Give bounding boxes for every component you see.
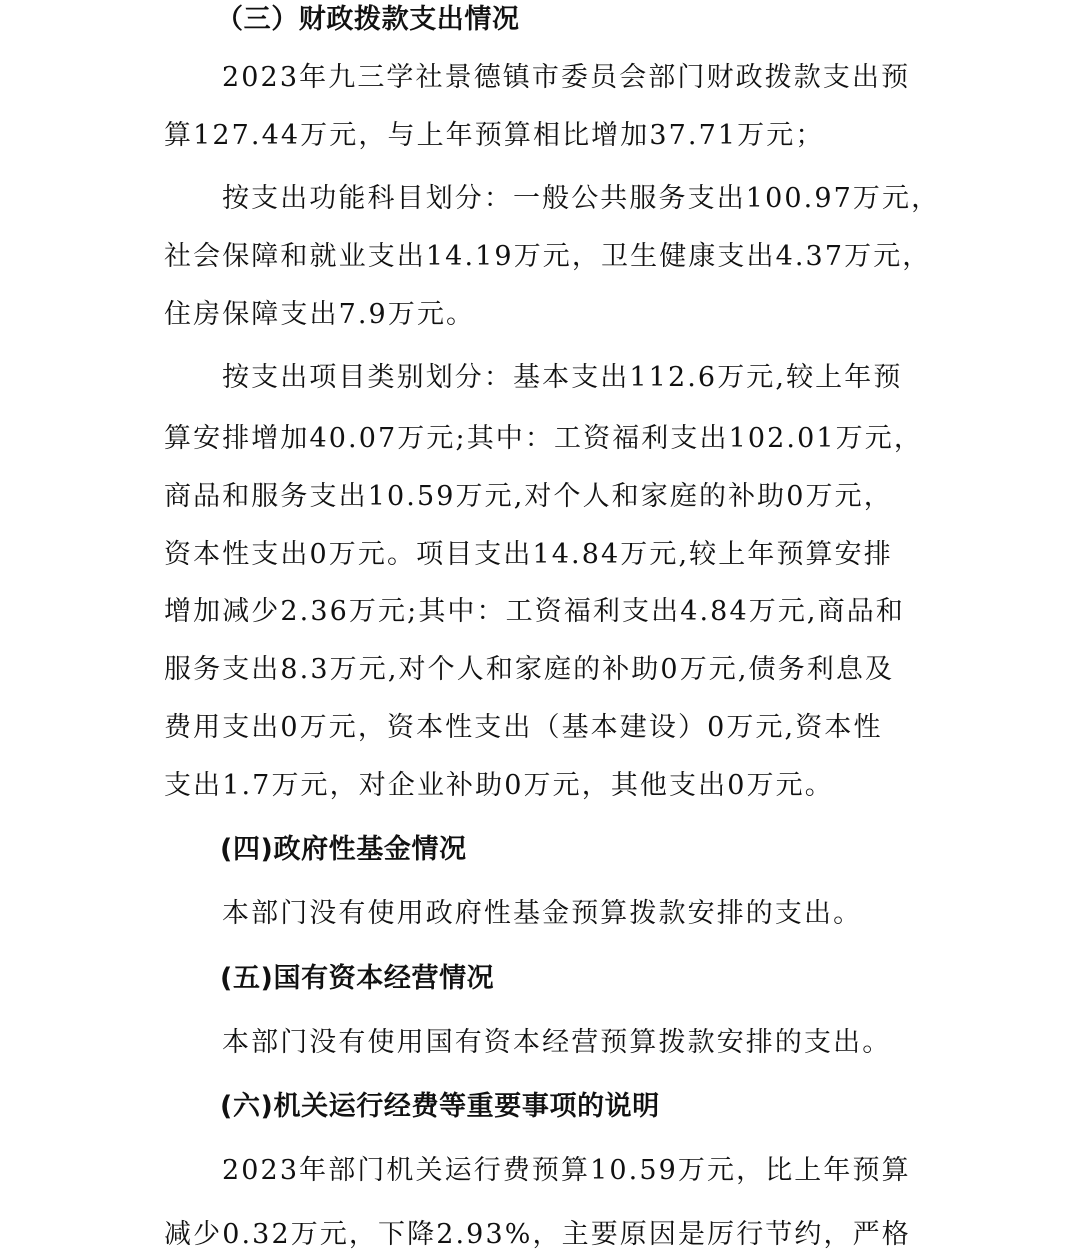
paragraph-line: 按支出项目类别划分：基本支出112.6万元,较上年预 bbox=[222, 362, 903, 393]
paragraph-line: 资本性支出0万元。项目支出14.84万元,较上年预算安排 bbox=[164, 539, 893, 570]
paragraph-line: 2023年九三学社景德镇市委员会部门财政拨款支出预 bbox=[222, 62, 911, 93]
section-3-heading: （三）财政拨款支出情况 bbox=[216, 4, 520, 35]
paragraph-line: 本部门没有使用政府性基金预算拨款安排的支出。 bbox=[222, 898, 863, 929]
paragraph-line: 住房保障支出7.9万元。 bbox=[164, 299, 476, 330]
paragraph-line: 减少0.32万元，下降2.93%，主要原因是厉行节约，严格 bbox=[164, 1219, 911, 1250]
paragraph-line: 2023年部门机关运行费预算10.59万元，比上年预算 bbox=[222, 1155, 911, 1186]
paragraph-line: 支出1.7万元，对企业补助0万元，其他支出0万元。 bbox=[164, 770, 834, 801]
paragraph-line: 商品和服务支出10.59万元,对个人和家庭的补助0万元， bbox=[164, 481, 893, 512]
section-6-heading: (六)机关运行经费等重要事项的说明 bbox=[220, 1091, 660, 1122]
section-5-heading: (五)国有资本经营情况 bbox=[220, 963, 495, 994]
paragraph-line: 增加减少2.36万元;其中：工资福利支出4.84万元,商品和 bbox=[164, 596, 905, 627]
paragraph-line: 费用支出0万元，资本性支出（基本建设）0万元,资本性 bbox=[164, 712, 883, 743]
paragraph-line: 服务支出8.3万元,对个人和家庭的补助0万元,债务利息及 bbox=[164, 654, 895, 685]
paragraph-line: 本部门没有使用国有资本经营预算拨款安排的支出。 bbox=[222, 1027, 892, 1058]
section-4-heading: (四)政府性基金情况 bbox=[220, 834, 467, 865]
paragraph-line: 社会保障和就业支出14.19万元，卫生健康支出4.37万元， bbox=[164, 241, 932, 272]
paragraph-line: 算127.44万元，与上年预算相比增加37.71万元； bbox=[164, 120, 825, 151]
paragraph-line: 按支出功能科目划分：一般公共服务支出100.97万元， bbox=[222, 183, 941, 214]
paragraph-line: 算安排增加40.07万元;其中：工资福利支出102.01万元， bbox=[164, 423, 923, 454]
